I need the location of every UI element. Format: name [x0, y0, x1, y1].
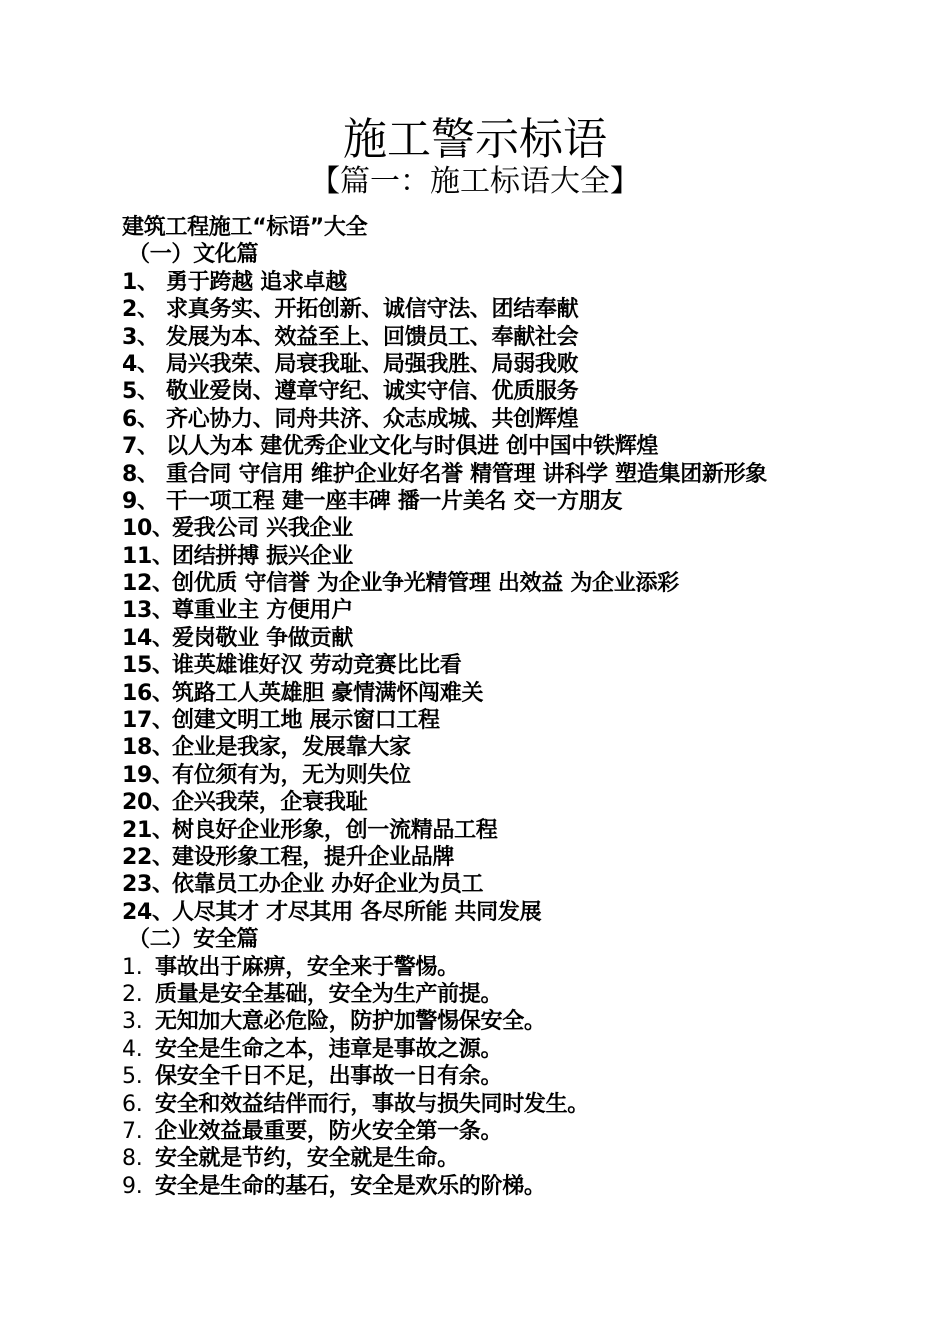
- list-item-number: 5.: [122, 1064, 143, 1090]
- list-item-text: 重合同 守信用 维护企业好名誉 精管理 讲科学 塑造集团新形象: [166, 461, 767, 487]
- list-item-text: 保安全千日不足，出事故一日有余。: [155, 1064, 503, 1090]
- list-item-text: 企业是我家，发展靠大家: [172, 735, 411, 761]
- list-item: [122, 1118, 922, 1145]
- list-item-number: 3、: [122, 324, 159, 350]
- list-item-number: 3.: [122, 1009, 143, 1035]
- list-item-number: 17、: [122, 708, 174, 734]
- list-item: [122, 954, 922, 981]
- list-item-number: 14、: [122, 625, 174, 651]
- list-item: [122, 844, 922, 871]
- list-item-number: 19、: [122, 762, 174, 788]
- list-item: [122, 461, 922, 488]
- list-item: [122, 981, 922, 1008]
- list-item-text: 谁英雄谁好汉 劳动竞赛比比看: [172, 653, 462, 679]
- list-item-number: 1.: [122, 954, 143, 980]
- list-item-number: 9、: [122, 488, 159, 514]
- list-item-text: 以人为本 建优秀企业文化与时俱进 创中国中铁辉煌: [166, 434, 659, 460]
- list-item-number: 4.: [122, 1036, 143, 1062]
- section-title-safety: （二）安全篇: [128, 927, 259, 953]
- list-item-text: 无知加大意必危险，防护加警惕保安全。: [155, 1009, 546, 1035]
- list-item: [122, 817, 922, 844]
- list-item-text: 安全是生命之本，违章是事故之源。: [155, 1036, 503, 1062]
- list-item-number: 20、: [122, 790, 174, 816]
- list-item-text: 有位须有为，无为则失位: [172, 762, 411, 788]
- list-item-text: 干一项工程 建一座丰碑 播一片美名 交一方朋友: [166, 488, 623, 514]
- list-item-text: 企兴我荣，企衰我耻: [172, 790, 368, 816]
- list-item-number: 5、: [122, 379, 159, 405]
- list-item-number: 12、: [122, 571, 174, 597]
- list-item: [122, 406, 922, 433]
- list-item: [122, 1008, 922, 1035]
- list-item: [122, 515, 922, 542]
- list-item-number: 16、: [122, 680, 174, 706]
- list-item: [122, 762, 922, 789]
- list-item: [122, 899, 922, 926]
- list-item-number: 7.: [122, 1118, 143, 1144]
- list-item-number: 18、: [122, 735, 174, 761]
- list-item-number: 13、: [122, 598, 174, 624]
- list-item-number: 1、: [122, 269, 159, 295]
- culture-slogan-list: [122, 269, 922, 926]
- list-item-number: 2.: [122, 981, 143, 1007]
- list-item: [122, 269, 922, 296]
- list-item-text: 创建文明工地 展示窗口工程: [172, 708, 440, 734]
- list-item-text: 安全是生命的基石，安全是欢乐的阶梯。: [155, 1173, 546, 1199]
- main-heading: 建筑工程施工“标语”大全: [122, 215, 368, 240]
- safety-slogan-list: [122, 954, 922, 1201]
- list-item-text: 齐心协力、同舟共济、众志成城、共创辉煌: [166, 406, 579, 432]
- list-item: [122, 1036, 922, 1063]
- list-item-number: 6、: [122, 406, 159, 432]
- list-item: [122, 597, 922, 624]
- list-item-text: 爱我公司 兴我企业: [172, 516, 353, 542]
- list-item: [122, 378, 922, 405]
- list-item-text: 团结拼搏 振兴企业: [172, 543, 353, 569]
- list-item-number: 24、: [122, 899, 174, 925]
- list-item-text: 事故出于麻痹，安全来于警惕。: [155, 954, 459, 980]
- section-title-culture: （一）文化篇: [128, 242, 259, 268]
- list-item: [122, 1063, 922, 1090]
- list-item-text: 建设形象工程，提升企业品牌: [172, 844, 455, 870]
- list-item-text: 求真务实、开拓创新、诚信守法、团结奉献: [166, 297, 579, 323]
- list-item: [122, 1173, 922, 1200]
- list-item: [122, 570, 922, 597]
- list-item-text: 尊重业主 方便用户: [172, 598, 353, 624]
- list-item: [122, 625, 922, 652]
- list-item-text: 局兴我荣、局衰我耻、局强我胜、局弱我败: [166, 351, 579, 377]
- list-item-number: 4、: [122, 351, 159, 377]
- list-item: [122, 707, 922, 734]
- list-item-number: 9.: [122, 1173, 143, 1199]
- list-item-text: 依靠员工办企业 办好企业为员工: [172, 872, 484, 898]
- list-item: [122, 296, 922, 323]
- list-item: [122, 871, 922, 898]
- list-item-text: 企业效益最重要，防火安全第一条。: [155, 1118, 503, 1144]
- list-item-text: 人尽其才 才尽其用 各尽所能 共同发展: [172, 899, 542, 925]
- list-item: [122, 680, 922, 707]
- list-item-number: 8.: [122, 1146, 143, 1172]
- list-item-text: 敬业爱岗、遵章守纪、诚实守信、优质服务: [166, 379, 579, 405]
- list-item-number: 21、: [122, 817, 174, 843]
- list-item-text: 创优质 守信誉 为企业争光精管理 出效益 为企业添彩: [172, 571, 679, 597]
- list-item: [122, 652, 922, 679]
- list-item-number: 8、: [122, 461, 159, 487]
- list-item: [122, 351, 922, 378]
- list-item: [122, 1145, 922, 1172]
- list-item-number: 7、: [122, 434, 159, 460]
- list-item-text: 勇于跨越 追求卓越: [166, 269, 347, 295]
- list-item-number: 6.: [122, 1091, 143, 1117]
- list-item-text: 安全就是节约，安全就是生命。: [155, 1146, 459, 1172]
- page-subtitle: 【篇一：施工标语大全】: [310, 164, 640, 199]
- list-item: [122, 324, 922, 351]
- list-item-text: 安全和效益结伴而行，事故与损失同时发生。: [155, 1091, 590, 1117]
- list-item: [122, 543, 922, 570]
- list-item-number: 11、: [122, 543, 174, 569]
- list-item-text: 筑路工人英雄胆 豪情满怀闯难关: [172, 680, 484, 706]
- list-item: [122, 1091, 922, 1118]
- list-item: [122, 433, 922, 460]
- list-item-number: 22、: [122, 844, 174, 870]
- page-title: 施工警示标语: [343, 114, 607, 165]
- list-item-number: 10、: [122, 516, 174, 542]
- list-item: [122, 734, 922, 761]
- list-item-text: 质量是安全基础，安全为生产前提。: [155, 981, 503, 1007]
- list-item-number: 2、: [122, 297, 159, 323]
- list-item-text: 爱岗敬业 争做贡献: [172, 625, 353, 651]
- list-item-number: 23、: [122, 872, 174, 898]
- list-item: [122, 488, 922, 515]
- document-body: [122, 214, 922, 1200]
- list-item: [122, 789, 922, 816]
- list-item-text: 发展为本、效益至上、回馈员工、奉献社会: [166, 324, 579, 350]
- list-item-text: 树良好企业形象，创一流精品工程: [172, 817, 498, 843]
- list-item-number: 15、: [122, 653, 174, 679]
